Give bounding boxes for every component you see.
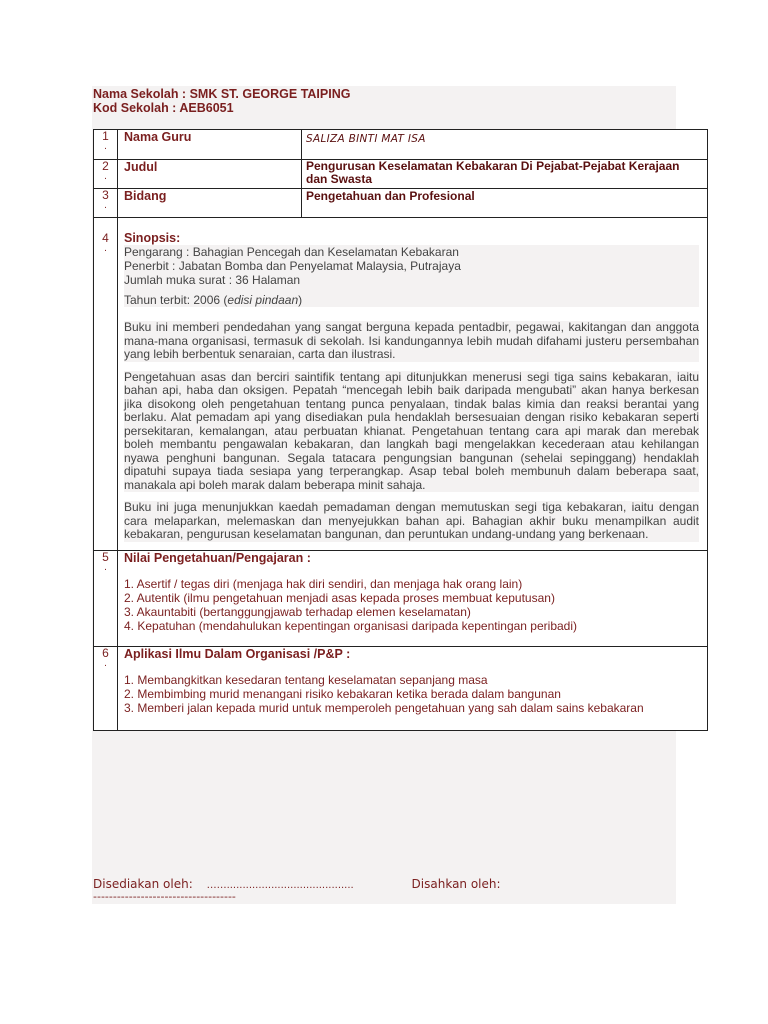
pages-line: Jumlah muka surat : 36 Halaman [124,273,301,287]
title-value: Pengurusan Keselamatan Kebakaran Di Pejabat-Pejabat Kerajaan dan Swasta [302,160,708,189]
values-cell [118,550,708,646]
table-row [94,646,708,730]
list-item: 3. Akauntabiti (bertanggungjawab terhadap elemen keselamatan) [124,604,471,619]
publisher-line: Penerbit : Jabatan Bomba dan Penyelamat Malaysia, Putrajaya [124,259,461,273]
field-value: Pengetahuan dan Profesional [302,189,708,218]
signature-dash-line: ------------------------------------ [93,890,236,903]
row-number: 6 . [94,646,118,730]
synopsis-paragraph-3: Buku ini juga menunjukkan kaedah pemadaman dengan memutuskan segi tiga kebakaran, iaitu dengan cara melaparkan, melemaskan dan menyejukkan bahan api. Bahagian akhir buku menampilkan audit kebakaran, pengurusan keselamatan bangunan, dan peruntukan undang-undang yang berkenaan. [124,500,699,541]
application-title: Aplikasi Ilmu Dalam Organisasi /P&P : [124,646,351,661]
table-row [94,189,708,218]
list-item: 3. Memberi jalan kepada murid untuk memperoleh pengetahuan yang sah dalam sains kebakaran [124,700,644,715]
values-title: Nilai Pengetahuan/Pengajaran : [124,550,311,565]
row-number: 5 . [94,550,118,646]
row-number: 3 . [94,189,118,218]
field-label: Bidang [118,189,302,218]
list-item: 2. Autentik (ilmu pengetahuan menjadi asas kepada proses membuat keputusan) [124,590,555,605]
document-header [93,87,350,115]
list-item: 1. Asertif / tegas diri (menjaga hak diri sendiri, dan menjaga hak orang lain) [124,576,523,591]
synopsis-title: Sinopsis: [124,231,181,245]
teacher-name-label: Nama Guru [118,130,302,160]
synopsis-cell [118,218,708,551]
school-name: Nama Sekolah : SMK ST. GEORGE TAIPING [93,87,351,101]
synopsis-paragraph-1: Buku ini memberi pendedahan yang sangat berguna kepada pentadbir, pegawai, kakitangan dan anggota mana-mana organisasi, termasuk di sekolah. Isi kandungannya lebih mudah difahami justeru persembahan yang lebih berbentuk senaraian, carta dan ilustrasi. [124,320,699,361]
prepared-by-label: Disediakan oleh: [93,877,193,891]
prepared-by-line: ……........................................ [206,880,354,891]
values-list [124,577,699,633]
teacher-name-value: SALIZA BINTI MAT ISA [306,133,426,145]
application-list [124,673,699,715]
school-code: Kod Sekolah : AEB6051 [93,101,234,115]
row-number: 1 . [94,130,118,160]
title-label: Judul [118,160,302,189]
list-item: 2. Membimbing murid menangani risiko kebakaran ketika berada dalam bangunan [124,686,561,701]
application-cell [118,646,708,730]
table-row [94,160,708,189]
signature-footer [93,877,501,903]
synopsis-paragraph-2: Pengetahuan asas dan berciri saintifik tentang api ditunjukkan menerusi segi tiga sains kebakaran, iaitu bahan api, haba dan oksigen. Pepatah “mencegah lebih baik daripada mengubati” akan hanya berkesan jika disokong oleh pengetahuan tentang punca penyalaan, tindak balas kimia dan reaksi berantai yang berlaku. Alat pemadam api yang disediakan pula hendaklah bersesuaian dengan risiko kebakaran seperti persekitaran, kemalangan, atau perbuatan khianat. Pengetahuan tentang cara api marak dan merebak boleh membantu pengawalan kebakaran, dan langkah bagi mengelakkan kecederaan atau kehilangan nyawa penghuni bangunan. Segala tatacara pengungsian bangunan (sehelai sepinggang) hendaklah dipatuhi supaya tiada sesiapa yang terperangkap. Asap tebal boleh membunuh dalam beberapa saat, manakala api boleh marak dalam beberapa minit sahaja. [124,369,699,492]
row-number: 4 . [94,218,118,551]
year-line: Tahun terbit: 2006 (edisi pindaan) [124,293,303,307]
list-item: 1. Membangkitkan kesedaran tentang keselamatan sepanjang masa [124,672,488,687]
table-row [94,550,708,646]
list-item: 4. Kepatuhan (mendahulukan kepentingan organisasi daripada kepentingan peribadi) [124,618,577,633]
table-row [94,130,708,160]
author-line: Pengarang : Bahagian Pencegah dan Keselamatan Kebakaran [124,245,459,259]
row-number: 2 . [94,160,118,189]
table-row [94,218,708,551]
book-review-table [93,129,708,731]
approved-by-label: Disahkan oleh: [411,877,501,891]
